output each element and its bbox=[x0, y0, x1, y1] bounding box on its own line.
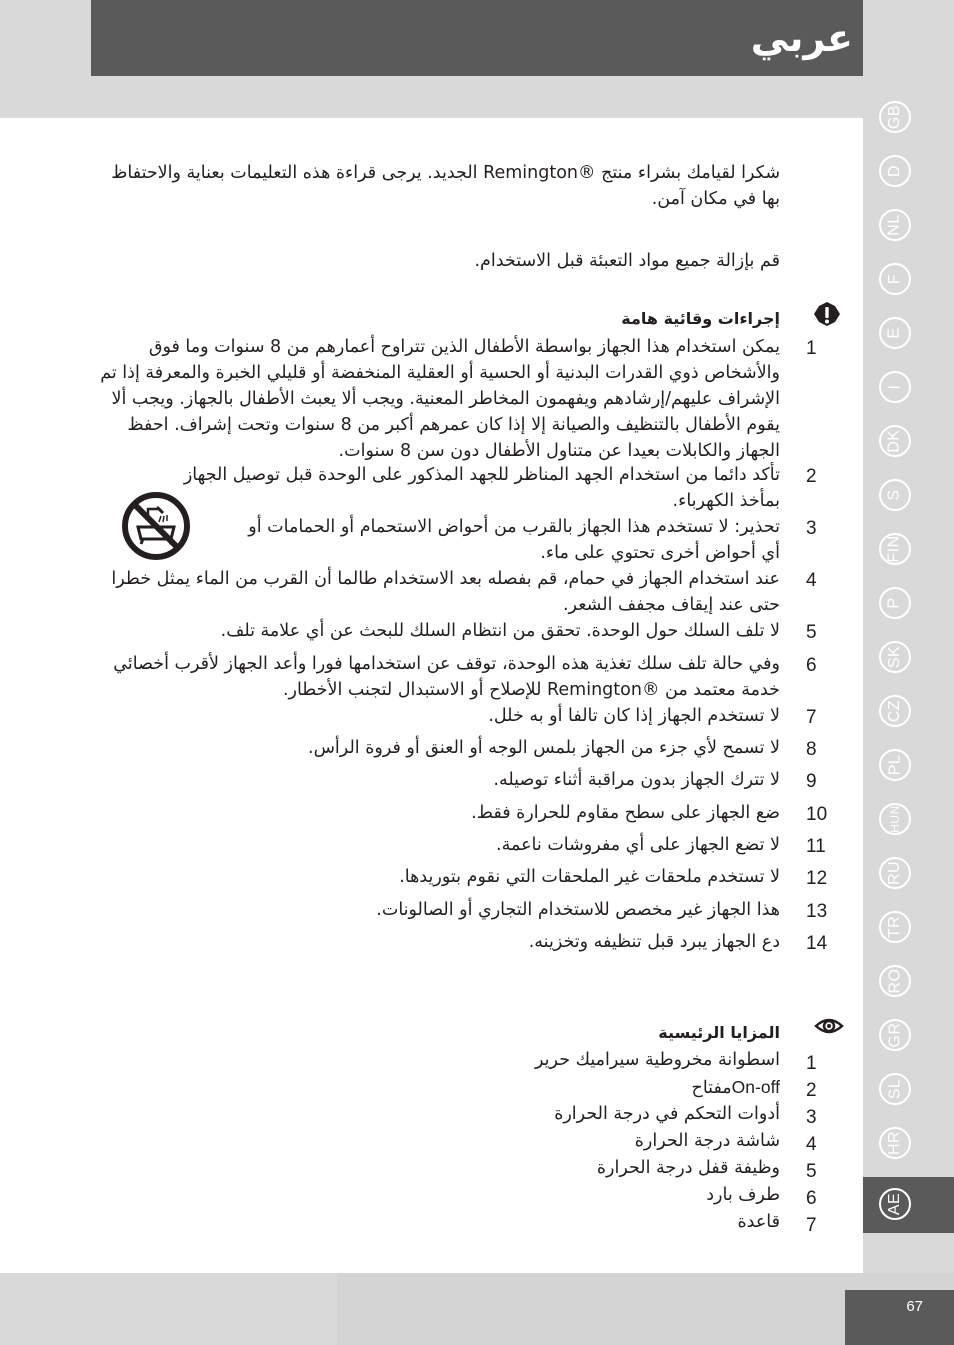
warning-icon bbox=[813, 301, 841, 327]
page-number-box bbox=[845, 1290, 954, 1345]
features-heading: المزايا الرئيسية bbox=[658, 1023, 780, 1042]
safety-item-text: ضع الجهاز على سطح مقاوم للحرارة فقط. bbox=[471, 803, 780, 823]
safety-item-number: 13 bbox=[806, 901, 828, 922]
language-tab-gr[interactable]: GR bbox=[879, 1019, 911, 1051]
language-tab-fin[interactable]: FIN bbox=[879, 533, 911, 565]
safety-item-text: وفي حالة تلف سلك تغذية هذه الوحدة، توقف عن استخدامها فورا وأعد الجهاز لأقرب أخصائي خدمة معتمد من ®Remington للإصلاح أو الاستبدال لتجنب الأخطار. bbox=[113, 654, 780, 700]
safety-item-text: هذا الجهاز غير مخصص للاستخدام التجاري أو الصالونات. bbox=[376, 900, 780, 920]
safety-item-text: يمكن استخدام هذا الجهاز بواسطة الأطفال الذين تتراوح أعمارهم من 8 سنوات وما فوق والأشخاص ذوي القدرات البدنية أو الحسية أو العقلية المنخفضة أو قليلي الخبرة والمعرفة إذا تم الإشراف عليهم/إرشادهم ويفهمون المخاطر المعنية. ويجب ألا يعبث الأطفال بالجهاز. ويجب ألا يقوم الأطفال بالتنظيف والصيانة إلا إذا كان عمرهم أكبر من 8 سنوات وتحت إشراف. احفظ الجهاز والكابلات بعيدا عن متناول الأطفال دون سن 8 سنوات. bbox=[100, 337, 780, 461]
language-tab-hr[interactable]: HR bbox=[879, 1127, 911, 1159]
language-tab-ro[interactable]: RO bbox=[879, 965, 911, 997]
language-sidebar bbox=[863, 95, 954, 1235]
header-bar bbox=[91, 0, 863, 76]
language-tab-e[interactable]: E bbox=[879, 317, 911, 349]
feature-item-number: 4 bbox=[806, 1134, 817, 1155]
feature-item-number: 6 bbox=[806, 1188, 817, 1209]
safety-item-number: 12 bbox=[806, 868, 828, 889]
feature-item-text: أدوات التحكم في درجة الحرارة bbox=[554, 1104, 780, 1124]
safety-item-text: لا تلف السلك حول الوحدة. تحقق من انتظام السلك للبحث عن أي علامة تلف. bbox=[220, 621, 780, 641]
feature-item-number: 7 bbox=[806, 1215, 817, 1236]
feature-item-text: وظيفة قفل درجة الحرارة bbox=[596, 1158, 780, 1178]
language-tab-d[interactable]: D bbox=[879, 155, 911, 187]
safety-item-number: 4 bbox=[806, 570, 817, 591]
safety-item-number: 10 bbox=[806, 804, 828, 825]
language-tab-gb[interactable]: GB bbox=[879, 101, 911, 133]
safety-item-text: لا تضع الجهاز على أي مفروشات ناعمة. bbox=[496, 835, 780, 855]
language-tab-cz[interactable]: CZ bbox=[879, 695, 911, 727]
feature-item-text: طرف بارد bbox=[706, 1185, 780, 1205]
language-tab-ae-active[interactable]: AE bbox=[879, 1188, 911, 1220]
language-tab-hun[interactable]: HUN bbox=[879, 803, 911, 835]
safety-item-text: لا تستخدم الجهاز إذا كان تالفا أو به خلل. bbox=[488, 706, 780, 726]
safety-item-text: تأكد دائما من استخدام الجهد المناظر للجهد المذكور على الوحدة قبل توصيل الجهاز بمأخذ الكهرباء. bbox=[183, 465, 780, 511]
language-tab-ru[interactable]: RU bbox=[879, 857, 911, 889]
safety-item-number: 9 bbox=[806, 771, 817, 792]
language-tab-i[interactable]: I bbox=[879, 371, 911, 403]
safety-item-text: لا تترك الجهاز بدون مراقبة أثناء توصيله. bbox=[493, 770, 780, 790]
page-number: 67 bbox=[906, 1298, 923, 1315]
feature-item-number: 2 bbox=[806, 1080, 817, 1101]
feature-item-number: 3 bbox=[806, 1107, 817, 1128]
language-tab-sk[interactable]: SK bbox=[879, 641, 911, 673]
language-tab-nl[interactable]: NL bbox=[879, 209, 911, 241]
packaging-note: قم بإزالة جميع مواد التعبئة قبل الاستخدام. bbox=[474, 251, 780, 271]
safety-item-text: لا تسمح لأي جزء من الجهاز بلمس الوجه أو العنق أو فروة الرأس. bbox=[308, 738, 780, 758]
feature-item-number: 5 bbox=[806, 1161, 817, 1182]
safety-item-number: 7 bbox=[806, 707, 817, 728]
safety-item-text: تحذير: لا تستخدم هذا الجهاز بالقرب من أحواض الاستحمام أو الحمامات أو أي أحواض أخرى تحتوي على ماء. bbox=[248, 517, 780, 563]
feature-item-text: اسطوانة مخروطية سيراميك حرير bbox=[535, 1050, 780, 1070]
language-tab-dk[interactable]: DK bbox=[879, 425, 911, 457]
safety-item-number: 14 bbox=[806, 933, 828, 954]
language-tab-pl[interactable]: PL bbox=[879, 749, 911, 781]
feature-item-text: قاعدة bbox=[737, 1212, 780, 1232]
language-tab-sl[interactable]: SL bbox=[879, 1073, 911, 1105]
safety-item-number: 6 bbox=[806, 655, 817, 676]
safety-heading: إجراءات وقائية هامة bbox=[621, 309, 780, 328]
safety-item-number: 2 bbox=[806, 466, 817, 487]
eye-icon bbox=[814, 1016, 844, 1036]
language-tab-s[interactable]: S bbox=[879, 479, 911, 511]
safety-item-number: 3 bbox=[806, 518, 817, 539]
page-title: عربي bbox=[750, 16, 853, 60]
safety-item-text: دع الجهاز يبرد قبل تنظيفه وتخزينه. bbox=[528, 932, 780, 952]
feature-item-number: 1 bbox=[806, 1053, 817, 1074]
safety-item-text: لا تستخدم ملحقات غير الملحقات التي نقوم بتوريدها. bbox=[399, 867, 780, 887]
safety-item-number: 8 bbox=[806, 739, 817, 760]
intro-paragraph: شكرا لقيامك بشراء منتج ®Remington الجديد. يرجى قراءة هذه التعليمات بعناية والاحتفاظ بها في مكان آمن. bbox=[111, 163, 780, 209]
language-tab-f[interactable]: F bbox=[879, 263, 911, 295]
safety-item-text: عند استخدام الجهاز في حمام، قم بفصله بعد الاستخدام طالما أن القرب من الماء يمثل خطرا حتى عند إيقاف مجفف الشعر. bbox=[111, 569, 780, 615]
safety-item-number: 1 bbox=[806, 338, 817, 359]
language-tab-tr[interactable]: TR bbox=[879, 911, 911, 943]
safety-item-number: 11 bbox=[806, 836, 826, 857]
language-tab-p[interactable]: P bbox=[879, 587, 911, 619]
safety-item-number: 5 bbox=[806, 622, 817, 643]
feature-item-text: On-offمفتاح bbox=[691, 1077, 780, 1097]
feature-item-text: شاشة درجة الحرارة bbox=[634, 1131, 780, 1151]
